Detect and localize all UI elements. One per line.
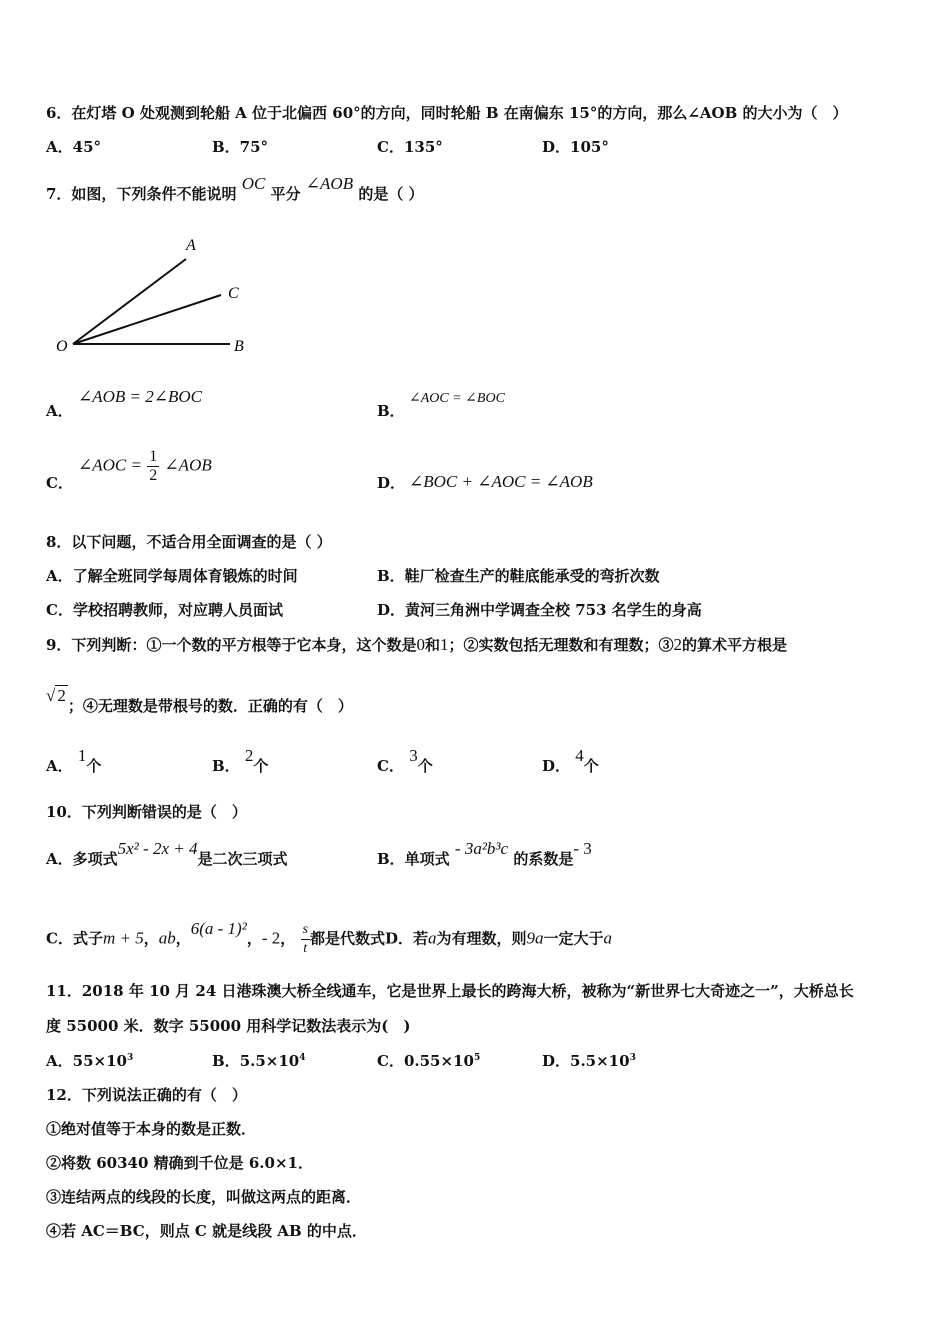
q10-option-d-mid2: 一定大于 [543, 929, 604, 948]
q9-sqrt: √ 2 [46, 686, 66, 705]
q11-option-b [212, 1051, 306, 1071]
q9-option-b-num: 2 [244, 746, 254, 765]
comma: ， [280, 929, 296, 948]
q9-option-d-unit: 个 [583, 757, 599, 775]
q6-option-c: C．135° [377, 138, 443, 156]
q7-option-c-fraction [147, 448, 159, 485]
q12-stem: 12．下列说法正确的有（ ） [46, 1086, 247, 1104]
q11-option-c-label: C． [377, 1052, 404, 1070]
q11-option-c [377, 1051, 480, 1071]
q11-option-d-label: D． [542, 1052, 571, 1070]
q9-option-a [46, 746, 102, 776]
q11-option-b-label: B． [212, 1052, 240, 1070]
q10-option-b-expr: - 3a²b³c [454, 839, 509, 858]
q9-option-c-num: 3 [409, 746, 418, 765]
q7-angle-figure [40, 228, 270, 363]
q7-option-d-expr: ∠BOC + ∠AOC = ∠AOB [409, 472, 593, 491]
q9-option-c-label: C． [377, 757, 404, 775]
comma: ， [246, 929, 262, 948]
q10-option-d-mid: 为有理数，则 [436, 929, 527, 948]
q7-option-c-pre: ∠AOC = [78, 455, 142, 475]
label-a: A [186, 237, 196, 254]
q7-option-c-post: ∠AOB [164, 455, 212, 475]
q11-option-c-base: 0.55×10 [403, 1052, 474, 1070]
q8-option-d: D．黄河三角洲中学调查全校 753 名学生的身高 [377, 601, 702, 619]
q9-and: 和 [424, 636, 440, 654]
q11-line1: 11．2018 年 10 月 24 日港珠澳大桥全线通车，它是世界上最长的跨海大桥，被称为“新世界七大奇迹之一”，大桥总长 [46, 982, 854, 1000]
q9-l1b: ；②实数包括无理数和有理数；③ [448, 636, 674, 654]
q9-option-c-unit: 个 [417, 757, 433, 775]
q10-option-c-frac-num: s [301, 921, 310, 940]
q10-option-d-9a: 9a [526, 928, 544, 948]
q11-option-d-base: 5.5×10 [570, 1052, 630, 1070]
q9-option-a-num: 1 [77, 746, 87, 765]
q9-one: 1 [439, 635, 449, 654]
q10-option-d-a2: a [603, 928, 613, 948]
q7-stem [46, 174, 424, 204]
ray-oa [73, 259, 186, 344]
q9-option-d-label: D． [542, 757, 571, 775]
q9-l1c: 的算术平方根是 [681, 636, 787, 654]
q10-option-b-val: - 3 [573, 839, 592, 858]
q7-angle: ∠AOB [305, 174, 354, 193]
q7-option-c-num: 1 [149, 448, 158, 465]
q9-line1 [46, 635, 787, 655]
q7-oc: OC [241, 174, 266, 193]
q8-stem: 8．以下问题，不适合用全面调查的是（ ） [46, 533, 332, 551]
q11-option-a-exp: 3 [126, 1053, 134, 1063]
q10-option-c-e4: - 2 [261, 928, 281, 948]
q9-l1a: 9．下列判断：①一个数的平方根等于它本身，这个数是 [46, 636, 417, 654]
q11-option-a-label: A． [46, 1052, 73, 1070]
q11-option-b-exp: 4 [299, 1053, 306, 1063]
q7-option-b-expr: ∠AOC = ∠BOC [409, 391, 505, 406]
q10-option-b-pre: B．单项式 [377, 850, 450, 868]
q10-option-c-e3: 6(a - 1)² [190, 918, 247, 938]
q9-sqrt-radicand: 2 [57, 686, 66, 705]
q6-option-a: A．45° [46, 138, 102, 156]
label-c: C [228, 285, 239, 302]
q9-option-d [542, 746, 599, 776]
q9-two: 2 [673, 635, 682, 654]
q10-option-d-a: a [428, 928, 437, 948]
q6-stem: 6．在灯塔 O 处观测到轮船 A 位于北偏西 60°的方向，同时轮船 B 在南偏东 15°的方向，那么∠AOB 的大小为（ ） [46, 104, 848, 122]
q10-option-c-e1: m + 5 [102, 928, 144, 948]
q9-option-b [212, 746, 269, 776]
q11-option-c-exp: 5 [473, 1053, 481, 1063]
q9-option-a-label: A． [46, 757, 73, 775]
q9-line2 [46, 686, 353, 716]
q8-option-b: B．鞋厂检查生产的鞋底能承受的弯折次数 [377, 567, 660, 585]
q9-option-b-label: B． [212, 757, 240, 775]
q7-option-a-label: A． [46, 402, 73, 420]
q11-line2: 度 55000 米．数字 55000 用科学记数法表示为( ) [46, 1017, 411, 1035]
q10-option-c-post: 都是代数式 [309, 929, 385, 948]
q10-stem: 10．下列判断错误的是（ ） [46, 803, 247, 821]
q10-option-c-e2: ab [158, 928, 176, 948]
q7-stem-suffix: 的是（ ） [358, 185, 424, 203]
q10-option-a [46, 839, 288, 869]
q8-option-a: A．了解全班同学每周体育锻炼的时间 [46, 567, 298, 585]
q7-option-b-label: B． [377, 402, 405, 420]
comma: ， [175, 929, 191, 948]
q7-option-d-label: D． [377, 474, 406, 492]
q10-option-b-mid: 的系数是 [513, 850, 574, 868]
q10-option-a-post: 是二次三项式 [197, 850, 288, 868]
q9-zero: 0 [416, 635, 425, 654]
q12-item-3: ③连结两点的线段的长度，叫做这两点的距离． [46, 1188, 362, 1206]
q10-option-a-pre: A．多项式 [46, 850, 118, 868]
q10-option-c-d [46, 918, 613, 958]
comma: ， [143, 929, 159, 948]
q9-option-c [377, 746, 433, 776]
q7-option-a-expr: ∠AOB = 2∠BOC [78, 387, 203, 406]
q11-option-a [46, 1051, 133, 1071]
q10-option-c-frac-den: t [303, 941, 308, 956]
q12-item-2: ②将数 60340 精确到千位是 6.0×1． [46, 1154, 313, 1172]
q9-option-b-unit: 个 [253, 757, 269, 775]
q10-option-c-pre: C．式子 [46, 929, 103, 948]
q7-option-c-expr [78, 448, 212, 485]
q9-option-a-unit: 个 [86, 757, 102, 775]
q10-option-c-fraction [301, 921, 310, 958]
q11-option-d [542, 1051, 636, 1071]
q12-item-1: ①绝对值等于本身的数是正数． [46, 1120, 257, 1138]
q11-option-d-exp: 3 [629, 1053, 636, 1063]
q10-option-d-pre: D．若 [384, 929, 428, 948]
q12-item-4: ④若 AC＝BC，则点 C 就是线段 AB 的中点． [46, 1222, 367, 1240]
q10-option-a-expr: 5x² - 2x + 4 [117, 839, 198, 858]
q6-option-d: D．105° [542, 138, 609, 156]
q11-option-b-base: 5.5×10 [239, 1052, 300, 1070]
q6-option-b: B．75° [212, 138, 269, 156]
q7-stem-prefix: 7．如图，下列条件不能说明 [46, 185, 237, 203]
ray-oc [73, 295, 221, 344]
q11-option-a-base: 55×10 [72, 1052, 127, 1070]
q7-option-c-den: 2 [149, 467, 158, 484]
q8-option-c: C．学校招聘教师，对应聘人员面试 [46, 601, 283, 619]
label-o: O [56, 338, 68, 355]
q9-l2: ；④无理数是带根号的数．正确的有（ ） [67, 697, 353, 715]
label-b: B [234, 338, 244, 355]
q7-option-c-label: C． [46, 474, 73, 492]
q10-option-b [377, 839, 592, 869]
q9-option-d-num: 4 [575, 746, 584, 765]
q7-stem-mid: 平分 [270, 185, 301, 203]
